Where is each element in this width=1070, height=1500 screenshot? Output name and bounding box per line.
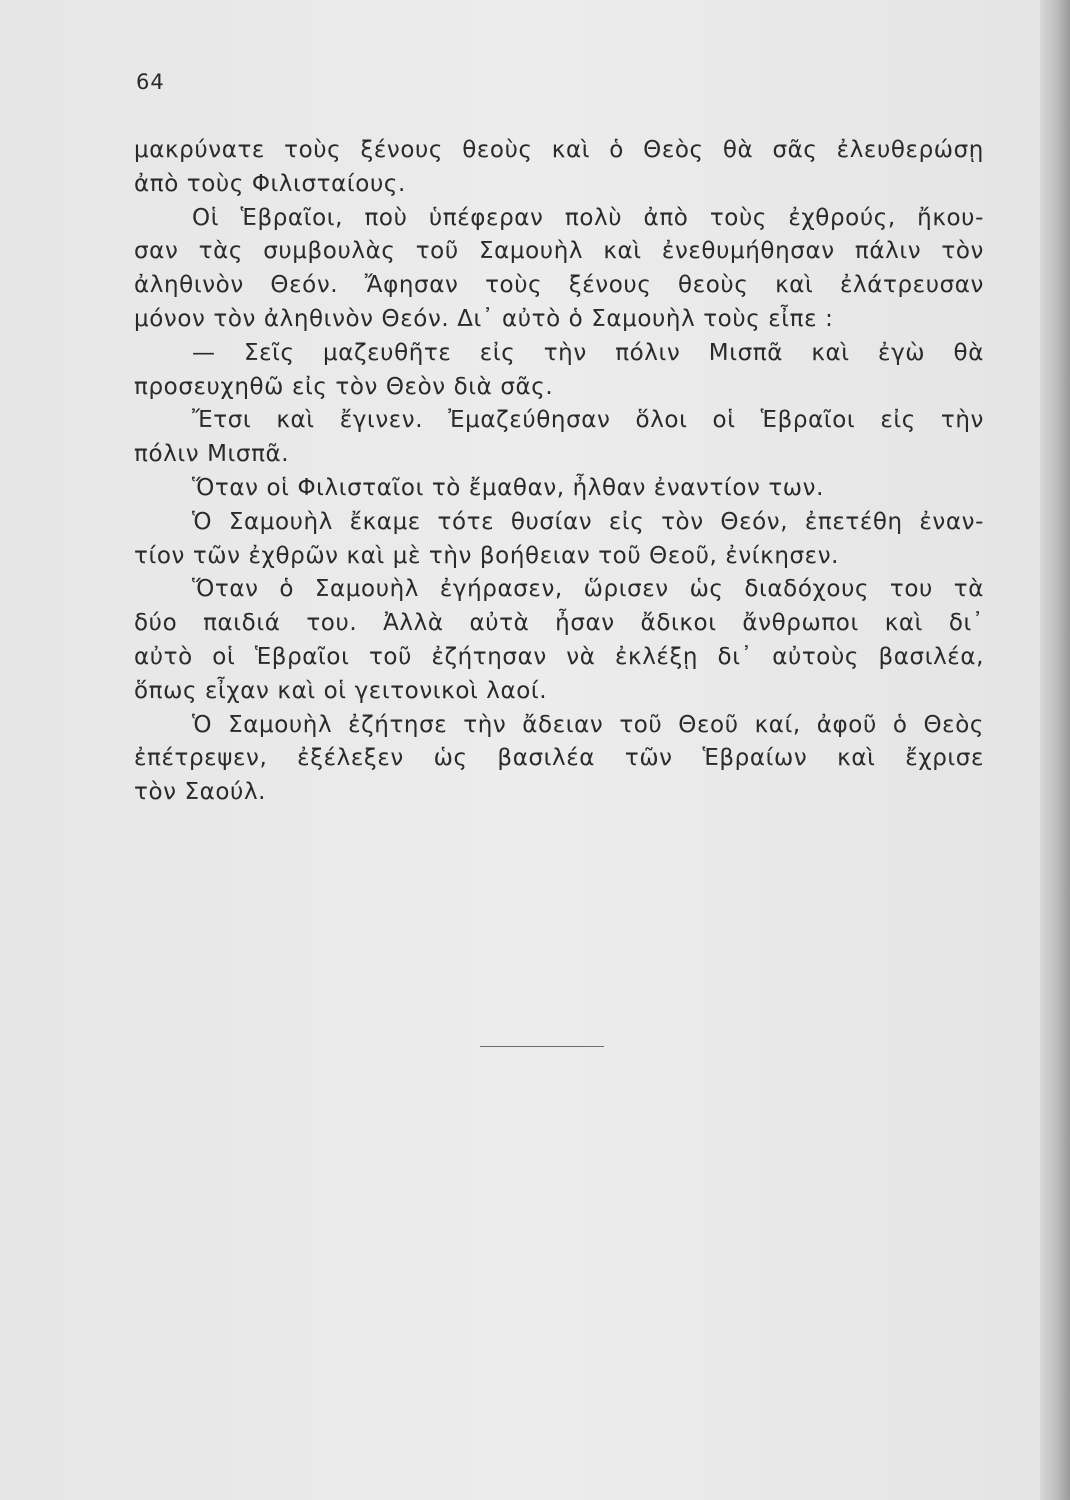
text-line: ὅπως εἶχαν καὶ οἱ γειτονικοὶ λαοί.: [134, 677, 548, 704]
paragraph-start-line: Ὅταν οἱ Φιλισταῖοι τὸ ἔμαθαν, ἦλθαν ἐναντίον των.: [192, 474, 825, 501]
section-divider: [480, 1046, 604, 1047]
page-number: 64: [136, 70, 165, 94]
text-line: τίον τῶν ἐχθρῶν καὶ μὲ τὴν βοήθειαν τοῦ Θεοῦ, ἐνίκησεν.: [134, 542, 840, 569]
text-line: ἀπὸ τοὺς Φιλισταίους.: [134, 170, 406, 197]
text-line: πόλιν Μισπᾶ.: [134, 441, 290, 468]
dialogue-line: — Σεῖς μαζευθῆτε εἰς τὴν πόλιν Μισπᾶ καὶ ἐγὼ θὰ: [192, 339, 984, 366]
text-line: μακρύνατε τοὺς ξένους θεοὺς καὶ ὁ Θεὸς θὰ σᾶς ἐλευθερώσῃ: [134, 137, 984, 163]
text-line: ἐπέτρεψεν, ἐξέλεξεν ὡς βασιλέα τῶν Ἑβραίων καὶ ἔχρισε: [134, 745, 984, 772]
text-line: μόνον τὸν ἀληθινὸν Θεόν. Δι᾿ αὐτὸ ὁ Σαμουὴλ τοὺς εἶπε :: [134, 305, 834, 332]
text-line: προσευχηθῶ εἰς τὸν Θεὸν διὰ σᾶς.: [134, 373, 554, 400]
text-line: σαν τὰς συμβουλὰς τοῦ Σαμουὴλ καὶ ἐνεθυμήθησαν πάλιν τὸν: [134, 238, 984, 265]
body-text: [134, 134, 984, 810]
paragraph-start-line: Οἱ Ἑβραῖοι, ποὺ ὑπέφεραν πολὺ ἀπὸ τοὺς ἐχθρούς, ἤκου-: [192, 204, 984, 231]
page-edge-shadow: [1040, 0, 1070, 1500]
paragraph-start-line: Ὁ Σαμουὴλ ἔκαμε τότε θυσίαν εἰς τὸν Θεόν, ἐπετέθη ἐναν-: [192, 508, 984, 535]
text-line-last: τὸν Σαούλ.: [134, 779, 267, 806]
paragraph-start-line: Ἔτσι καὶ ἔγινεν. Ἐμαζεύθησαν ὅλοι οἱ Ἑβραῖοι εἰς τὴν: [192, 407, 984, 434]
paragraph-start-line: Ὅταν ὁ Σαμουὴλ ἐγήρασεν, ὥρισεν ὡς διαδόχους του τὰ: [192, 576, 984, 603]
text-line: αὐτὸ οἱ Ἑβραῖοι τοῦ ἐζήτησαν νὰ ἐκλέξῃ δι᾿ αὐτοὺς βασιλέα,: [134, 643, 984, 670]
text-line: δύο παιδιά του. Ἀλλὰ αὐτὰ ἦσαν ἄδικοι ἄνθρωποι καὶ δι᾿: [134, 610, 984, 637]
text-line: ἀληθινὸν Θεόν. Ἄφησαν τοὺς ξένους θεοὺς καὶ ἐλάτρευσαν: [134, 272, 984, 299]
paragraph-start-line: Ὁ Σαμουὴλ ἐζήτησε τὴν ἄδειαν τοῦ Θεοῦ καί, ἀφοῦ ὁ Θεὸς: [192, 711, 984, 738]
